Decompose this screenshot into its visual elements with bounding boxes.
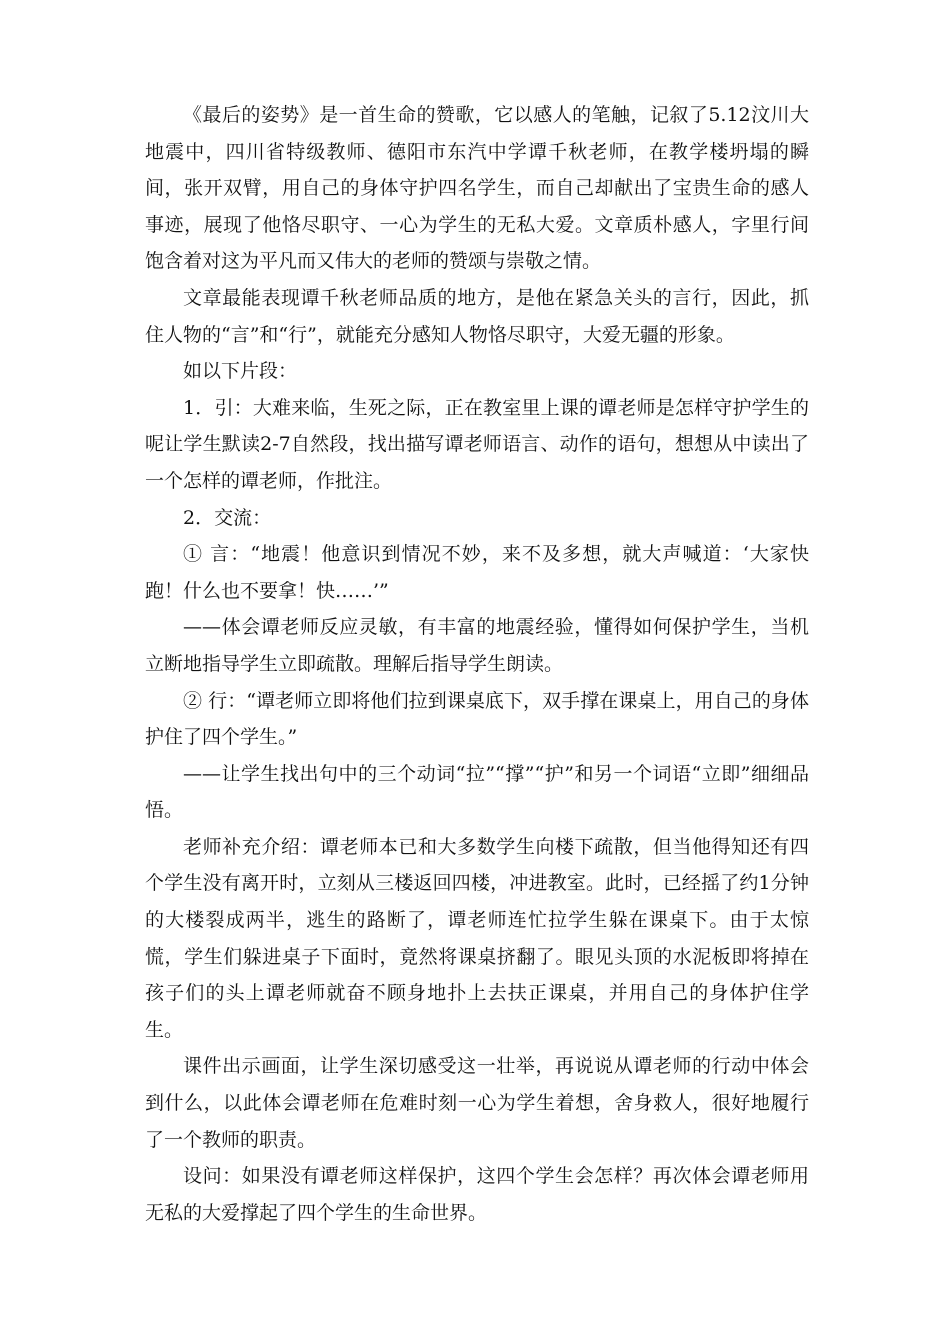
paragraph-step-1: 1．引：大难来临，生死之际，正在教室里上课的谭老师是怎样守护学生的呢让学生默读2-7自然段，找出描写谭老师语言、动作的语句，想想从中读出了一个怎样的谭老师，作批注。: [145, 396, 809, 492]
paragraph-step-2: 2．交流：: [183, 506, 272, 529]
paragraph-speech-comment: ——体会谭老师反应灵敏，有丰富的地震经验，懂得如何保护学生，当机立断地指导学生立即疏散。理解后指导学生朗读。: [145, 616, 809, 675]
paragraph-excerpt-lead: 如以下片段：: [183, 360, 298, 383]
paragraph-courseware: 课件出示画面，让学生深切感受这一壮举，再说说从谭老师的行动中体会到什么，以此体会谭老师在危难时刻一心为学生着想，舍身救人，很好地履行了一个教师的职责。: [145, 1055, 809, 1151]
paragraph-question: 设问：如果没有谭老师这样保护，这四个学生会怎样？再次体会谭老师用无私的大爱撑起了四个学生的生命世界。: [145, 1165, 809, 1224]
paragraph-action-quote: ② 行：“谭老师立即将他们拉到课桌底下，双手撑在课桌上，用自己的身体护住了四个学生。”: [145, 689, 809, 749]
paragraph-speech-quote: ① 言：“地震！他意识到情况不妙，来不及多想，就大声喊道：‘大家快跑！什么也不要拿！快……’”: [145, 543, 809, 602]
document-body: [145, 97, 809, 1231]
paragraph-intro: 《最后的姿势》是一首生命的赞歌，它以感人的笔触，记叙了5.12汶川大地震中，四川省特级教师、德阳市东汽中学谭千秋老师，在教学楼坍塌的瞬间，张开双臂，用自己的身体守护四名学生，而自己却献出了宝贵生命的感人事迹，展现了他恪尽职守、一心为学生的无私大爱。文章质朴感人，字里行间饱含着对这为平凡而又伟大的老师的赞颂与崇敬之情。: [145, 104, 809, 273]
paragraph-teacher-supplement: 老师补充介绍：谭老师本已和大多数学生向楼下疏散，但当他得知还有四个学生没有离开时，立刻从三楼返回四楼，冲进教室。此时，已经摇了约1分钟的大楼裂成两半，逃生的路断了，谭老师连忙拉学生躲在课桌下。由于太惊慌，学生们躲进桌子下面时，竟然将课桌挤翻了。眼见头顶的水泥板即将掉在孩子们的头上谭老师就奋不顾身地扑上去扶正课桌，并用自己的身体护住学生。: [145, 835, 809, 1041]
paragraph-action-comment: ——让学生找出句中的三个动词“拉”“撑”“护”和另一个词语“立即”细细品悟。: [145, 762, 809, 822]
paragraph-words-and-deeds: 文章最能表现谭千秋老师品质的地方，是他在紧急关头的言行，因此，抓住人物的“言”和“行”，就能充分感知人物恪尽职守，大爱无疆的形象。: [145, 286, 809, 346]
